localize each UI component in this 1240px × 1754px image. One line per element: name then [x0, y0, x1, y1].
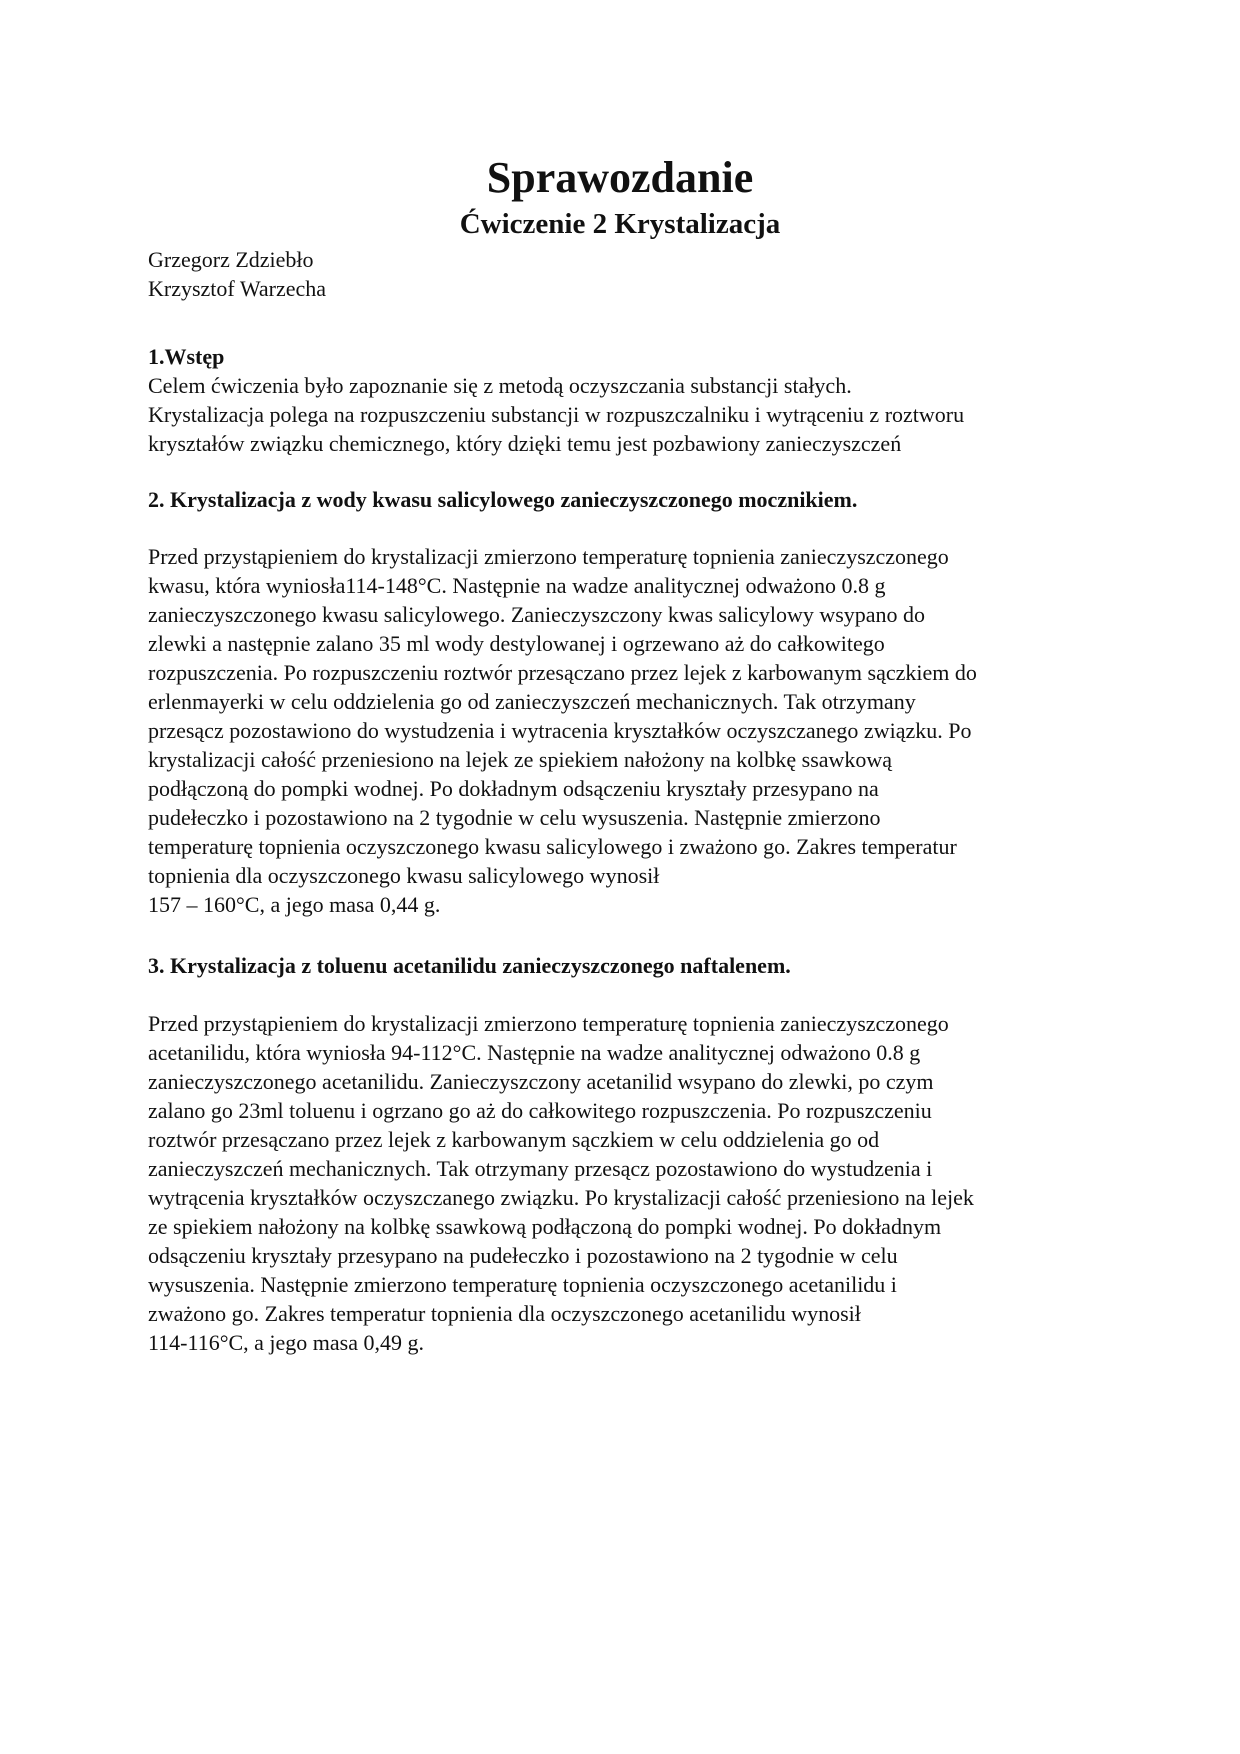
text-line: erlenmayerki w celu oddzielenia go od zanieczyszczeń mechanicznych. Tak otrzymany [148, 689, 916, 714]
text-line: 157 – 160°C, a jego masa 0,44 g. [148, 892, 441, 917]
text-line: zlewki a następnie zalano 35 ml wody destylowanej i ogrzewano aż do całkowitego [148, 631, 885, 656]
text-line: zanieczyszczonego kwasu salicylowego. Zanieczyszczony kwas salicylowy wsypano do [148, 602, 926, 627]
section-paragraph [148, 371, 1098, 458]
section-heading: 1.Wstęp [148, 344, 225, 369]
document-title: Sprawozdanie [486, 153, 754, 202]
text-line: rozpuszczenia. Po rozpuszczeniu roztwór przesączano przez lejek z karbowanym sączkiem do [148, 660, 977, 685]
section-salicylic-heading [148, 485, 1098, 514]
section-introduction [148, 342, 1098, 458]
text-line: 114-116°C, a jego masa 0,49 g. [148, 1330, 425, 1355]
text-line: odsączeniu kryształy przesypano na pudełeczko i pozostawiono na 2 tygodnie w celu [148, 1243, 898, 1268]
section-acetanilide-heading [148, 951, 1098, 980]
section-paragraph [148, 1009, 1098, 1357]
section-heading: 2. Krystalizacja z wody kwasu salicylowego zanieczyszczonego mocznikiem. [148, 487, 858, 512]
text-line: Przed przystąpieniem do krystalizacji zmierzono temperaturę topnienia zanieczyszczonego [148, 544, 949, 569]
text-line: kwasu, która wyniosła114-148°C. Następnie na wadze analitycznej odważono 0.8 g [148, 573, 886, 598]
text-line: Celem ćwiczenia było zapoznanie się z metodą oczyszczania substancji stałych. [148, 373, 852, 398]
text-line: pudełeczko i pozostawiono na 2 tygodnie w celu wysuszenia. Następnie zmierzono [148, 805, 881, 830]
text-line: wysuszenia. Następnie zmierzono temperaturę topnienia oczyszczonego acetanilidu i [148, 1272, 897, 1297]
text-line: zanieczyszczeń mechanicznych. Tak otrzymany przesącz pozostawiono do wystudzenia i [148, 1156, 933, 1181]
text-line: zanieczyszczonego acetanilidu. Zanieczyszczony acetanilid wsypano do zlewki, po czym [148, 1069, 934, 1094]
section-paragraph [148, 542, 1098, 919]
text-line: krystalizacji całość przeniesiono na lejek ze spiekiem nałożony na kolbkę ssawkową [148, 747, 893, 772]
section-acetanilide-body [148, 1009, 1098, 1357]
text-line: ze spiekiem nałożony na kolbkę ssawkową podłączoną do pompki wodnej. Po dokładnym [148, 1214, 942, 1239]
text-line: Przed przystąpieniem do krystalizacji zmierzono temperaturę topnienia zanieczyszczonego [148, 1011, 949, 1036]
text-line: temperaturę topnienia oczyszczonego kwasu salicylowego i zważono go. Zakres temperatur [148, 834, 957, 859]
author-name: Grzegorz Zdziebło [148, 247, 314, 272]
section-salicylic-body [148, 542, 1098, 919]
text-line: acetanilidu, która wyniosła 94-112°C. Następnie na wadze analitycznej odważono 0.8 g [148, 1040, 921, 1065]
section-heading: 3. Krystalizacja z toluenu acetanilidu zanieczyszczonego naftalenem. [148, 953, 791, 978]
text-line: zalano go 23ml toluenu i ogrzano go aż do całkowitego rozpuszczenia. Po rozpuszczeniu [148, 1098, 932, 1123]
text-line: roztwór przesączano przez lejek z karbowanym sączkiem w celu oddzielenia go od [148, 1127, 880, 1152]
text-line: Krystalizacja polega na rozpuszczeniu substancji w rozpuszczalniku i wytrąceniu z roztworu [148, 402, 965, 427]
text-line: topnienia dla oczyszczonego kwasu salicylowego wynosił [148, 863, 660, 888]
text-line: przesącz pozostawiono do wystudzenia i wytracenia kryształków oczyszczanego związku. Po [148, 718, 972, 743]
author-name: Krzysztof Warzecha [148, 276, 326, 301]
text-line: wytrącenia kryształków oczyszczanego związku. Po krystalizacji całość przeniesiono na lejek [148, 1185, 974, 1210]
text-line: kryształów związku chemicznego, który dzięki temu jest pozbawiony zanieczyszczeń [148, 431, 902, 456]
text-line: zważono go. Zakres temperatur topnienia dla oczyszczonego acetanilidu wynosił [148, 1301, 861, 1326]
authors-block [148, 245, 326, 303]
document-subtitle: Ćwiczenie 2 Krystalizacja [459, 208, 781, 240]
text-line: podłączoną do pompki wodnej. Po dokładnym odsączeniu kryształy przesypano na [148, 776, 879, 801]
